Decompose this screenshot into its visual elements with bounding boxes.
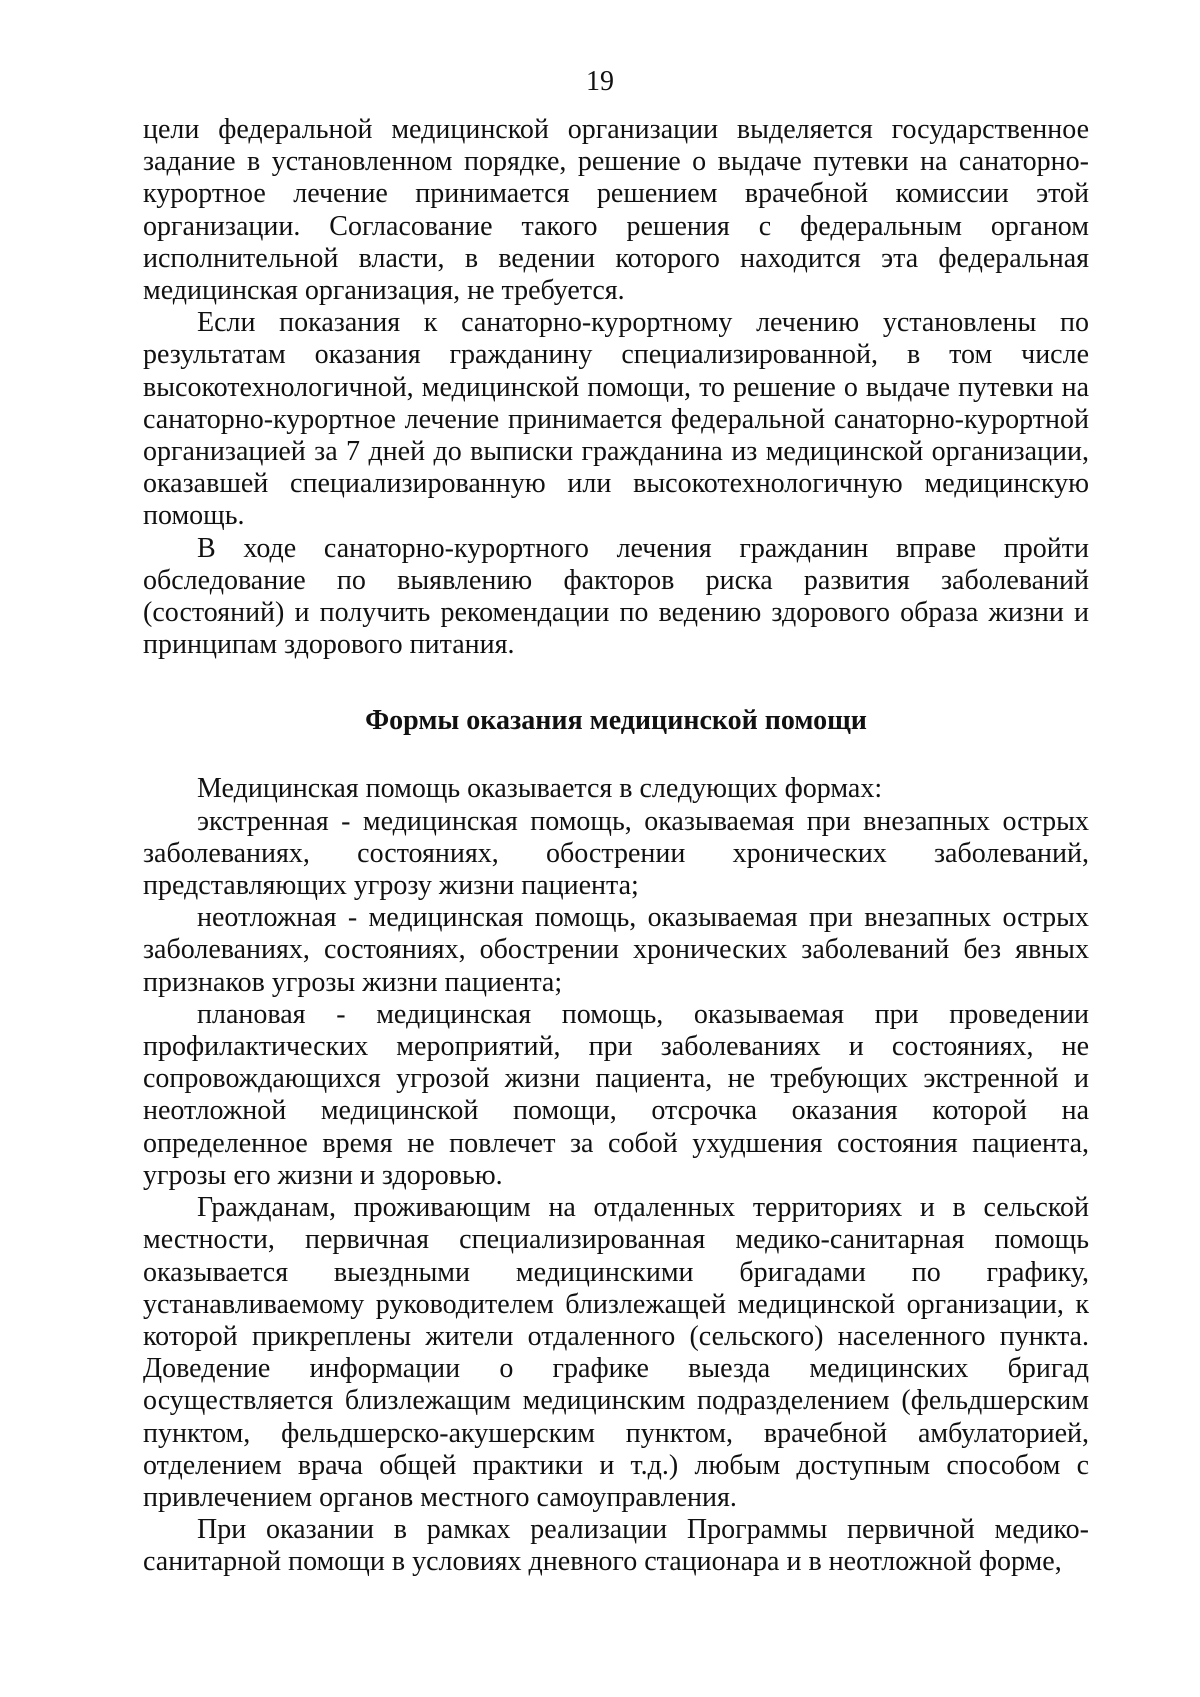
paragraph-continuation: цели федеральной медицинской организации выделяется государственное задание в установленном порядке, решение о выдаче путевки на санаторно-курортное лечение принимается решением врачебной комиссии этой организации. Согласование такого решения с федеральным органом исполнительной власти, в ведении которого находится эта федеральная медицинская организация, не требуется. — [143, 114, 1089, 307]
page-number: 19 — [586, 66, 614, 97]
paragraph-indications-specialized-care: Если показания к санаторно-курортному лечению установлены по результатам оказания гражданину специализированной, в том числе высокотехнологичной, медицинской помощи, то решение о выдаче путевки на санаторно-курортное лечение принимается федеральной санаторно-курортной организацией за 7 дней до выписки гражданина из медицинской организации, оказавшей специализированную или высокотехнологичную медицинскую помощь. — [143, 307, 1089, 532]
document-body — [143, 114, 1089, 1579]
paragraph-sanatorium-examination: В ходе санаторно-курортного лечения гражданин вправе пройти обследование по выявлению факторов риска развития заболеваний (состояний) и получить рекомендации по ведению здорового образа жизни и принципам здорового питания. — [143, 532, 1089, 661]
paragraph-emergency-form: экстренная - медицинская помощь, оказываемая при внезапных острых заболеваниях, состояниях, обострении хронических заболеваний, представляющих угрозу жизни пациента; — [143, 805, 1089, 902]
paragraph-remote-territories: Гражданам, проживающим на отдаленных территориях и в сельской местности, первичная специализированная медико-санитарная помощь оказывается выездными медицинскими бригадами по графику, устанавливаемому руководителем близлежащей медицинской организации, к которой прикреплены жители отдаленного (сельского) населенного пункта. Доведение информации о графике выезда медицинских бригад осуществляется близлежащим медицинским подразделением (фельдшерским пунктом, фельдшерско-акушерским пунктом, врачебной амбулаторией, отделением врача общей практики и т.д.) любым доступным способом с привлечением органов местного самоуправления. — [143, 1192, 1089, 1513]
section-heading: Формы оказания медицинской помощи — [365, 705, 867, 737]
paragraph-urgent-form: неотложная - медицинская помощь, оказываемая при внезапных острых заболеваниях, состояниях, обострении хронических заболеваний без явных признаков угрозы жизни пациента; — [143, 902, 1089, 998]
paragraph-day-hospital: При оказании в рамках реализации Программы первичной медико-санитарной помощи в условиях дневного стационара и в неотложной форме, — [143, 1514, 1089, 1578]
paragraph-forms-intro: Медицинская помощь оказывается в следующих формах: — [197, 773, 883, 805]
paragraph-planned-form: плановая - медицинская помощь, оказываемая при проведении профилактических мероприятий, при заболеваниях и состояниях, не сопровождающихся угрозой жизни пациента, не требующих экстренной и неотложной медицинской помощи, отсрочка оказания которой на определенное время не повлечет за собой ухудшения состояния пациента, угрозы его жизни и здоровью. — [143, 998, 1089, 1191]
